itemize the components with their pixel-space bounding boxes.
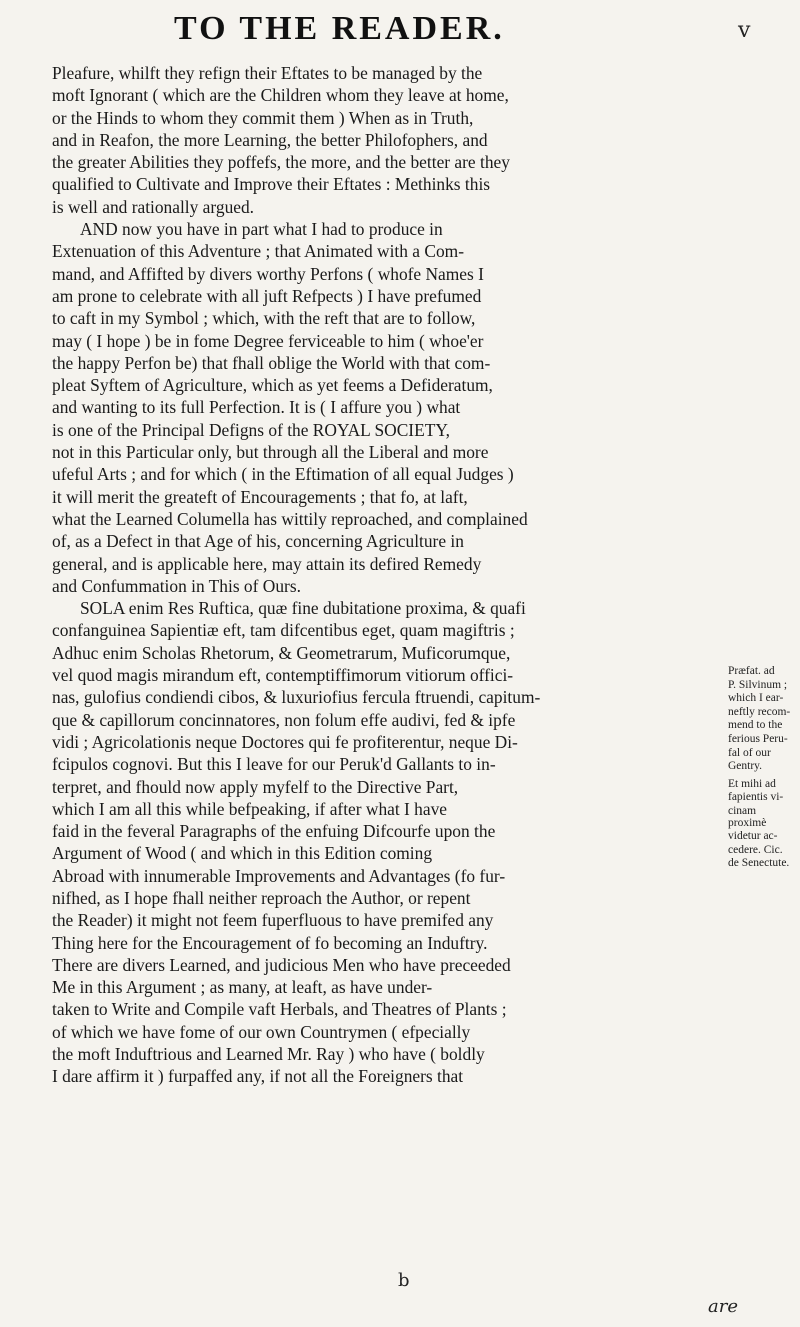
text-line: vel quod magis mirandum eft, contemptiffimorum vitiorum offici-: [52, 665, 514, 686]
margin-note: Præfat. ad: [728, 665, 775, 677]
text-line: it will merit the greateft of Encouragements ; that fo, at laft,: [52, 486, 468, 507]
text-line: the moft Induftrious and Learned Mr. Ray ) who have ( boldly: [52, 1044, 485, 1065]
margin-note: neftly recom-: [728, 705, 791, 718]
margin-note: Et mihi ad: [728, 777, 776, 790]
text-line: general, and is applicable here, may attain its defired Remedy: [52, 553, 482, 574]
text-line: what the Learned Columella has wittily reproached, and complained: [52, 508, 528, 529]
paragraph-start-line: AND now you have in part what I had to produce in: [80, 219, 443, 240]
text-line: to caft in my Symbol ; which, with the reft that are to follow,: [52, 308, 476, 329]
margin-note: de Senectute.: [728, 857, 790, 870]
catchword: are: [708, 1296, 738, 1317]
text-line: and wanting to its full Perfection. It is ( I affure you ) what: [52, 397, 461, 418]
paragraph-start-line: SOLA enim Res Ruftica, quæ fine dubitatione proxima, & quafi: [80, 598, 526, 619]
body-text: [52, 62, 772, 1088]
text-line: which I am all this while befpeaking, if after what I have: [52, 798, 448, 819]
text-line: ufeful Arts ; and for which ( in the Eftimation of all equal Judges ): [52, 464, 514, 485]
text-line: Extenuation of this Adventure ; that Animated with a Com-: [52, 241, 464, 262]
margin-note: ferious Peru-: [728, 732, 788, 745]
text-line: confanguinea Sapientiæ eft, tam difcentibus eget, quam magiftris ;: [52, 620, 515, 641]
text-line: the greater Abilities they poffefs, the more, and the better are they: [52, 152, 510, 173]
text-line: nifhed, as I hope fhall neither reproach the Author, or repent: [52, 887, 471, 908]
margin-note: which I ear-: [728, 692, 784, 705]
margin-note: fal of our: [728, 746, 771, 759]
text-line: faid in the feveral Paragraphs of the enfuing Difcourfe upon the: [52, 821, 496, 842]
text-line: qualified to Cultivate and Improve their Eftates : Methinks this: [52, 174, 491, 195]
running-head: TO THE READER.: [174, 10, 505, 47]
text-line: I dare affirm it ) furpaffed any, if not all the Foreigners that: [52, 1066, 464, 1087]
text-line: or the Hinds to whom they commit them ) When as in Truth,: [52, 107, 474, 128]
signature-mark: b: [398, 1270, 410, 1291]
text-line: and in Reafon, the more Learning, the better Philofophers, and: [52, 129, 488, 150]
margin-note: fapientis vi-: [728, 791, 784, 804]
text-line: pleat Syftem of Agriculture, which as yet feems a Defideratum,: [52, 375, 493, 396]
text-line: taken to Write and Compile vaft Herbals, and Theatres of Plants ;: [52, 999, 507, 1020]
text-line: not in this Particular only, but through all the Liberal and more: [52, 442, 489, 463]
text-line: of, as a Defect in that Age of his, concerning Agriculture in: [52, 531, 464, 552]
text-line: the happy Perfon be) that fhall oblige the World with that com-: [52, 352, 491, 373]
text-line: is one of the Principal Defigns of the ROYAL SOCIETY,: [52, 419, 451, 440]
text-line: Thing here for the Encouragement of fo becoming an Induftry.: [52, 932, 488, 953]
page-number: v: [738, 18, 751, 43]
text-line: Argument of Wood ( and which in this Edition coming: [52, 843, 433, 864]
page-header: [0, 10, 800, 60]
text-line: mand, and Affifted by divers worthy Perfons ( whofe Names I: [52, 263, 484, 284]
text-line: fcipulos cognovi. But this I leave for our Peruk'd Gallants to in-: [52, 754, 496, 775]
text-line: Pleafure, whilft they refign their Eftates to be managed by the: [52, 63, 483, 83]
text-line: terpret, and fhould now apply myfelf to the Directive Part,: [52, 776, 459, 797]
text-line: Adhuc enim Scholas Rhetorum, & Geometrarum, Muficorumque,: [52, 642, 511, 663]
text-line: and Confummation in This of Ours.: [52, 575, 301, 596]
margin-note: mend to the: [728, 719, 783, 732]
text-line: que & capillorum concinnatores, non folum effe audivi, fed & ipfe: [52, 709, 516, 730]
margin-note: Gentry.: [728, 760, 763, 773]
text-line: nas, gulofius condiendi cibos, & luxuriofius fercula ftruendi, capitum-: [52, 687, 541, 708]
margin-note: videtur ac-: [728, 830, 778, 843]
text-line: vidi ; Agricolationis neque Doctores qui fe profiterentur, neque Di-: [52, 731, 518, 752]
text-line: moft Ignorant ( which are the Children whom they leave at home,: [52, 85, 509, 106]
text-line: Abroad with innumerable Improvements and Advantages (fo fur-: [52, 865, 506, 886]
text-line: of which we have fome of our own Countrymen ( efpecially: [52, 1021, 471, 1042]
text-line: Me in this Argument ; as many, at leaft, as have under-: [52, 977, 433, 998]
margin-note: cinam proximè: [728, 804, 767, 829]
text-line: is well and rationally argued.: [52, 196, 255, 217]
text-line: the Reader) it might not feem fuperfluous to have premifed any: [52, 910, 494, 931]
text-line: am prone to celebrate with all juft Refpects ) I have prefumed: [52, 285, 482, 306]
margin-notes: [728, 666, 796, 872]
margin-note: cedere. Cic.: [728, 843, 783, 856]
text-line: may ( I hope ) be in fome Degree ferviceable to him ( whoe'er: [52, 330, 484, 351]
margin-note: P. Silvinum ;: [728, 678, 788, 691]
text-line: There are divers Learned, and judicious Men who have preceeded: [52, 954, 511, 975]
